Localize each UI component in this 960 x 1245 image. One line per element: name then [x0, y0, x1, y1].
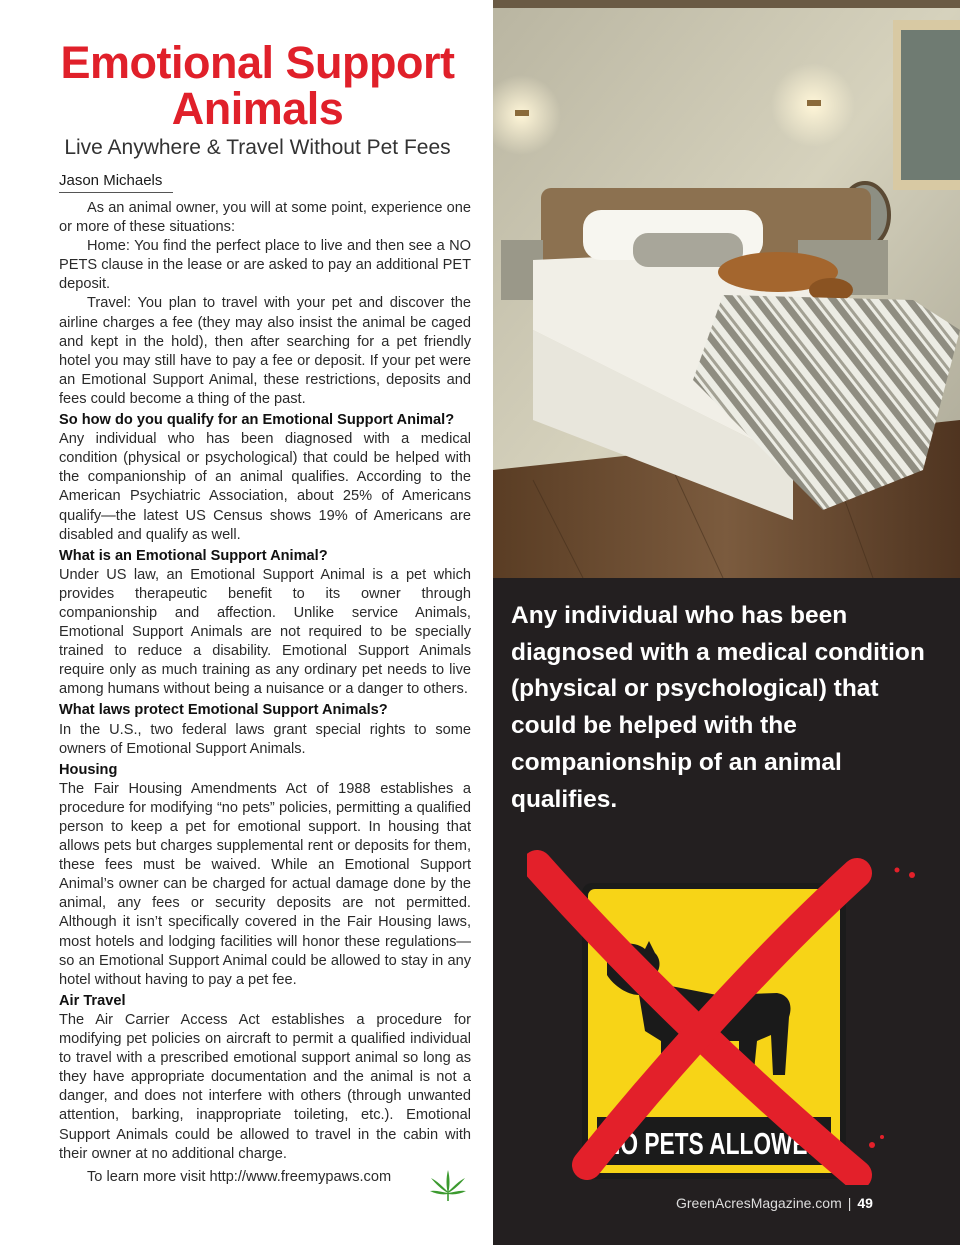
section-heading-laws: What laws protect Emotional Support Animals?: [59, 702, 388, 719]
author-byline: Jason Michaels: [59, 172, 173, 193]
section-heading-qualify: So how do you qualify for an Emotional Support Animal?: [59, 412, 455, 429]
footer-separator: |: [847, 1195, 852, 1211]
intro-paragraph: As an animal owner, you will at some point, experience one or more of these situations:: [59, 200, 471, 236]
what-is-paragraph: Under US law, an Emotional Support Animal is a pet which provides therapeutic benefit to its owner through companionship and affection. Unlike service Animals, Emotional Support Animals are not required to be specially trained to reduce a disability. Emotional Support Animals require only as much training as any ordinary pet needs to live among humans without being a nuisance or a danger to others.: [59, 566, 471, 698]
travel-paragraph: Travel: You plan to travel with your pet and discover the airline charges a fee (they may also insist the animal be caged and kept in the hold), then after searching for a pet friendly hotel you may still have to pay a fee or deposit. If your pet were an Emotional Support Animal, these restrictions, deposits and fees could become a thing of the past.: [59, 295, 471, 407]
no-pets-allowed-sign: [527, 845, 927, 1185]
page-number: 49: [857, 1195, 873, 1211]
learn-more-line: To learn more visit http://www.freemypaws.com: [87, 1168, 392, 1185]
cannabis-leaf-icon: [428, 1168, 468, 1202]
article-body: [59, 199, 471, 1187]
magazine-website: GreenAcresMagazine.com: [676, 1195, 842, 1211]
article-subtitle: Live Anywhere & Travel Without Pet Fees: [64, 136, 451, 159]
qualify-paragraph: Any individual who has been diagnosed with a medical condition (physical or psychological) that could be helped with the companionship of an animal qualifies. According to the American Psychiatric Association, about 25% of Americans qualify—the latest US Census shows 19% of Americans are disabled and qualify as well.: [59, 431, 471, 543]
section-heading-housing: Housing: [59, 761, 118, 778]
sign-text: NO PETS ALLOWED: [604, 1126, 824, 1161]
bedroom-dog-photo: [493, 0, 960, 578]
housing-paragraph: The Fair Housing Amendments Act of 1988 establishes a procedure for modifying “no pets” policies, permitting a qualified person to keep a pet for emotional support. In housing that allows pets but charges supplemental rent or deposits for them, these fees must be waived. While an Emotional Support Animal’s owner can be charged for actual damage done by the animal, any fees or security deposits are not permitted. Although it isn’t specifically covered in the Fair Housing laws, most hotels and lodging facilities will honor these regulations—so an Emotional Support Animal could be allowed to stay in any hotel without having to pay a pet fee.: [59, 780, 471, 988]
pull-quote: Any individual who has been diagnosed with a medical condition (physical or psychological) that could be helped with the companionship of an animal qualifies.: [511, 602, 925, 813]
page-footer: [676, 1195, 873, 1211]
section-heading-air-travel: Air Travel: [59, 992, 126, 1009]
laws-paragraph: In the U.S., two federal laws grant special rights to some owners of Emotional Support Animals.: [59, 721, 471, 757]
section-heading-what-is: What is an Emotional Support Animal?: [59, 547, 328, 564]
air-travel-paragraph: The Air Carrier Access Act establishes a procedure for modifying pet policies on aircraft to permit a qualified individual to travel with a prescribed emotional support animal so long as they have appropriate documentation and the animal is not a danger, and does not interfere with others (through unwanted attention, barking, inappropriate toileting, etc.). Emotional Support Animals could be allowed to travel in the cabin with their owner at no additional charge.: [59, 1011, 471, 1162]
home-paragraph: Home: You find the perfect place to live and then see a NO PETS clause in the lease or are asked to pay an additional PET deposit.: [59, 238, 471, 293]
article-title: Emotional Support Animals: [60, 37, 455, 134]
